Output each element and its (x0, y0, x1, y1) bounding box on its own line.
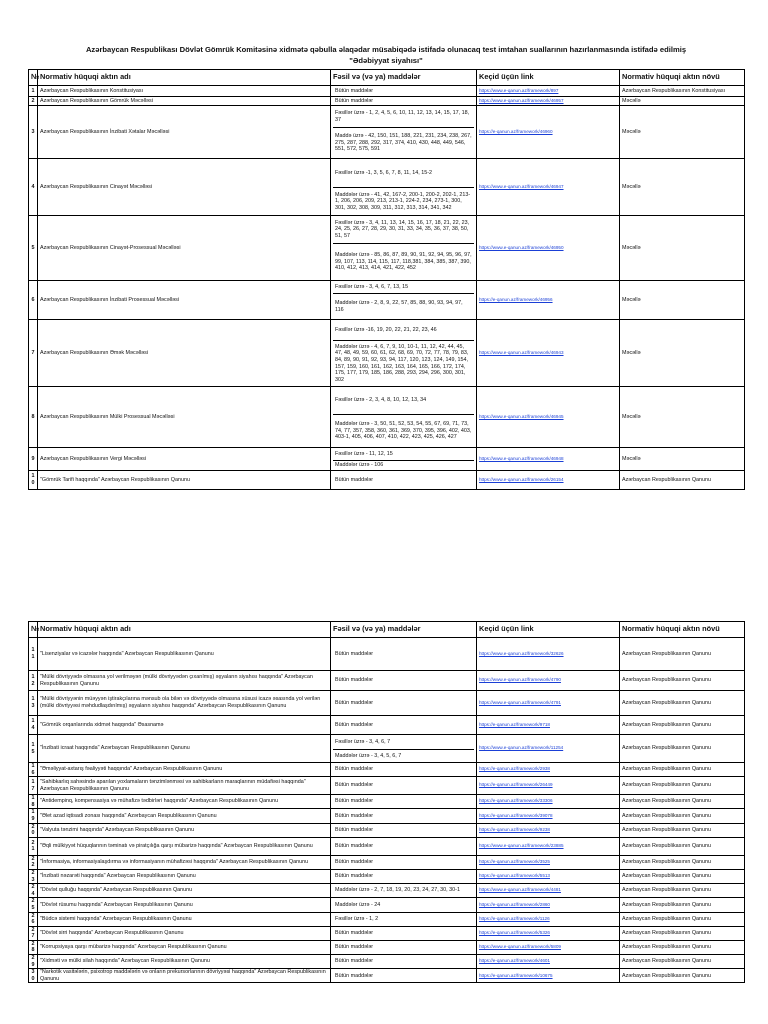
link-cell (477, 691, 620, 716)
act-name: "Əməliyyat-axtarış fəaliyyəti haqqında" Azərbaycan Respublikasının Qanunu (38, 763, 331, 777)
link-cell (477, 823, 620, 837)
link-cell (477, 837, 620, 855)
link-cell (477, 97, 620, 106)
header-name: Normativ hüquqi aktın adı (38, 622, 331, 638)
articles-text: Fəsillər üzrə - 3, 4, 6, 7, 13, 15 (335, 283, 409, 290)
link-cell (477, 777, 620, 795)
act-name: Azərbaycan Respublikasının İnzibati Xətalar Məcəlləsi (38, 106, 331, 159)
articles-cell (331, 691, 477, 716)
table-row (29, 763, 745, 777)
table-row (29, 159, 745, 216)
articles-text: Bütün maddələr (335, 699, 374, 706)
act-name: "Gömrük orqanlarında xidmət haqqında" Əsasnamə (38, 716, 331, 735)
act-link[interactable]: https://e-qanun.az/framework/5513 (479, 873, 550, 879)
articles-text: Bütün maddələr (335, 812, 374, 819)
act-name: "İnformasiya, informasiyalaşdırma və informasiyanın mühafizəsi haqqında" Azərbaycan Respublikasının Qanunu (38, 855, 331, 869)
link-cell (477, 159, 620, 216)
articles-cell (331, 387, 477, 448)
act-type: Azərbaycan Respublikasının Qanunu (620, 837, 745, 855)
link-cell (477, 898, 620, 912)
link-cell (477, 671, 620, 691)
act-link[interactable]: https://e-qanun.az/framework/1126 (479, 915, 550, 921)
act-type: Azərbaycan Respublikasının Qanunu (620, 926, 745, 940)
header-num: № (29, 70, 38, 86)
act-name: Azərbaycan Respublikasının Cinayət Məcəlləsi (38, 159, 331, 216)
act-link[interactable]: https://www.e-qanun.az/framework/4790 (479, 677, 561, 683)
articles-text: Maddələr üzrə - 2, 7, 18, 19, 20, 23, 24, 27, 30, 30-1 (335, 887, 460, 894)
table-row (29, 884, 745, 898)
header-type: Normativ hüquqi aktın növü (620, 622, 745, 638)
act-link[interactable]: https://e-qanun.az/framework/46956 (479, 296, 553, 302)
act-type: Məcəllə (620, 216, 745, 281)
table-row (29, 97, 745, 106)
row-number: 17 (29, 777, 38, 795)
table-row (29, 638, 745, 671)
articles-text: Bütün maddələr (335, 958, 374, 965)
articles-text: Bütün maddələr (335, 842, 374, 849)
act-type: Məcəllə (620, 448, 745, 471)
act-link[interactable]: https://e-qanun.az/framework/2938 (479, 766, 550, 772)
table-row (29, 387, 745, 448)
link-cell (477, 969, 620, 983)
articles-text: Fəsillər üzrə - 3, 4, 6, 7 (335, 738, 391, 745)
row-number: 7 (29, 320, 38, 387)
act-type: Azərbaycan Respublikasının Qanunu (620, 691, 745, 716)
articles-text: Bütün maddələr (335, 766, 374, 773)
articles-cell (331, 106, 477, 159)
row-number: 5 (29, 216, 38, 281)
act-link[interactable]: https://e-qanun.az/framework/3525 (479, 859, 550, 865)
act-link[interactable]: https://www.e-qanun.az/framework/4791 (479, 699, 561, 705)
act-type: Azərbaycan Respublikasının Qanunu (620, 955, 745, 969)
row-number: 14 (29, 716, 38, 735)
articles-cell (331, 638, 477, 671)
articles-cell (331, 86, 477, 97)
act-link[interactable]: https://www.e-qanun.az/framework/11254 (479, 745, 564, 751)
link-cell (477, 912, 620, 926)
act-link[interactable]: https://www.e-qanun.az/framework/46943 (479, 349, 564, 355)
act-type: Azərbaycan Respublikasının Qanunu (620, 855, 745, 869)
act-name: "Dövlət rüsumu haqqında" Azərbaycan Respublikasının Qanunu (38, 898, 331, 912)
table-row (29, 869, 745, 883)
act-link[interactable]: https://www.e-qanun.az/framework/46950 (479, 244, 564, 250)
act-link[interactable]: https://e-qanun.az/framework/39078 (479, 812, 553, 818)
row-number: 26 (29, 912, 38, 926)
articles-cell (331, 735, 477, 763)
header-type: Normativ hüquqi aktın növü (620, 70, 745, 86)
articles-text: Maddə üzrə - 42, 150, 151, 188, 221, 231, 234, 238, 267, 275, 287, 288, 292, 317, 374, 410, 430, 448, 449, 546, 551, 572, 575, 591 (333, 127, 474, 158)
act-name: Azərbaycan Respublikasının Vergi Məcəlləsi (38, 448, 331, 471)
table-row (29, 86, 745, 97)
act-name: "Əqli mülkiyyət hüquqlarının təminatı və piratçılığa qarşı mübarizə haqqında" Azərbaycan Respublikasının Qanunu (38, 837, 331, 855)
act-type: Azərbaycan Respublikasının Qanunu (620, 735, 745, 763)
act-type: Azərbaycan Respublikasının Qanunu (620, 869, 745, 883)
row-number: 11 (29, 638, 38, 671)
literature-table-2 (28, 621, 745, 983)
act-name: Azərbaycan Respublikasının Gömrük Məcəlləsi (38, 97, 331, 106)
link-cell (477, 884, 620, 898)
row-number: 15 (29, 735, 38, 763)
articles-text: Maddələr üzrə - 4, 6, 7, 9, 10, 10-1, 11, 12, 42, 44, 45, 47, 48, 49, 59, 60, 61, 62, 68, 69, 70, 72, 77, 78, 79, 83, 84, 89, 90, 91, 92, 93, 94, 117, 120, 123, 124, 149, 154, 157, 159, 160, 161, 162, 163, 164, 165, 166, 172, 174, 175, 177, 179, 185, 186, 288, 293, 294, 296, 300, 301, 302 (333, 340, 474, 386)
act-name: "Büdcə sistemi haqqında" Azərbaycan Respublikasının Qanunu (38, 912, 331, 926)
table-row (29, 795, 745, 809)
row-number: 20 (29, 823, 38, 837)
articles-cell (331, 320, 477, 387)
table-row (29, 691, 745, 716)
link-cell (477, 795, 620, 809)
articles-cell (331, 216, 477, 281)
articles-cell (331, 716, 477, 735)
act-link[interactable]: https://www.e-qanun.az/framework/46957 (479, 97, 564, 103)
act-link[interactable]: https://e-qanun.az/framework/10675 (479, 972, 553, 978)
articles-cell (331, 823, 477, 837)
link-cell (477, 638, 620, 671)
articles-cell (331, 955, 477, 969)
act-type: Azərbaycan Respublikasının Qanunu (620, 884, 745, 898)
articles-cell (331, 837, 477, 855)
row-number: 18 (29, 795, 38, 809)
articles-text: Maddələr üzrə - 3, 50, 51, 52, 53, 54, 55, 67, 69, 71, 73, 74, 77, 357, 358, 360, 361, 369, 370, 395, 396, 402, 403, 403-1, 405, 406, 407, 410, 422, 423, 425, 426, 427 (333, 414, 474, 447)
act-type: Azərbaycan Respublikasının Qanunu (620, 940, 745, 954)
row-number: 24 (29, 884, 38, 898)
articles-cell (331, 777, 477, 795)
header-link: Keçid üçün link (477, 622, 620, 638)
header-name: Normativ hüquqi aktın adı (38, 70, 331, 86)
link-cell (477, 216, 620, 281)
act-link[interactable]: https://e-qanun.az/framework/46960 (479, 128, 553, 134)
table-row (29, 281, 745, 320)
link-cell (477, 926, 620, 940)
table-header-row (29, 70, 745, 86)
table-row (29, 898, 745, 912)
articles-cell (331, 671, 477, 691)
articles-cell (331, 912, 477, 926)
articles-cell (331, 940, 477, 954)
table-row (29, 777, 745, 795)
act-type: Məcəllə (620, 387, 745, 448)
row-number: 30 (29, 969, 38, 983)
articles-cell (331, 884, 477, 898)
act-name: "Gömrük Tarifi haqqında" Azərbaycan Respublikasının Qanunu (38, 471, 331, 490)
act-type: Məcəllə (620, 97, 745, 106)
row-number: 22 (29, 855, 38, 869)
articles-text: Fəsillər üzrə - 1, 2 (335, 915, 379, 922)
act-type: Məcəllə (620, 106, 745, 159)
act-type: Azərbaycan Respublikasının Qanunu (620, 898, 745, 912)
articles-cell (331, 448, 477, 471)
title-line-1: Azərbaycan Respublikası Dövlət Gömrük Komitəsinə xidmətə qəbulla əlaqədar müsabiqədə istifadə olunacaq test imtahan suallarının hazırlanmasında istifadə edilmiş (85, 45, 687, 54)
act-type: Azərbaycan Respublikasının Qanunu (620, 471, 745, 490)
articles-text: Bütün maddələr (335, 972, 374, 979)
table-row (29, 809, 745, 823)
act-name: "Korrupsiyaya qarşı mübarizə haqqında" Azərbaycan Respublikasının Qanunu (38, 940, 331, 954)
act-name: "Valyuta tənzimi haqqında" Azərbaycan Respublikasının Qanunu (38, 823, 331, 837)
act-link[interactable]: https://e-qanun.az/framework/4601 (479, 958, 550, 964)
articles-text: Bütün maddələr (335, 873, 374, 880)
row-number: 23 (29, 869, 38, 883)
act-type: Azərbaycan Respublikasının Qanunu (620, 795, 745, 809)
link-cell (477, 86, 620, 97)
act-link[interactable]: https://e-qanun.az/framework/9718 (479, 721, 550, 727)
act-link[interactable]: https://e-qanun.az/framework/33306 (479, 798, 553, 804)
link-cell (477, 448, 620, 471)
table-row (29, 716, 745, 735)
act-type: Azərbaycan Respublikasının Konstitusiyası (620, 86, 745, 97)
row-number: 9 (29, 448, 38, 471)
act-link[interactable]: https://www.e-qanun.az/framework/46948 (479, 455, 564, 461)
act-type: Azərbaycan Respublikasının Qanunu (620, 912, 745, 926)
act-name: "Mülki dövriyyənin müəyyən iştirakçılarına mənsub ola bilən və dövriyyədə olmasına xüsusi icazə əsasında yol verilən (mülki dövriyyəsi məhdudlaşdırılmış) əşyaların siyahısı haqqında" Azərbaycan Respublikasının Qanunu (38, 691, 331, 716)
row-number: 10 (29, 471, 38, 490)
link-cell (477, 763, 620, 777)
act-link[interactable]: https://e-qanun.az/framework/5326 (479, 929, 550, 935)
act-name: "Antidempinq, kompensasiya və mühafizə tədbirləri haqqında" Azərbaycan Respublikasının Qanunu (38, 795, 331, 809)
document-title (28, 44, 744, 66)
act-name: Azərbaycan Respublikasının Əmək Məcəlləsi (38, 320, 331, 387)
table-row (29, 471, 745, 490)
header-articles: Fəsil və (və ya) maddələr (331, 70, 477, 86)
articles-text: Bütün maddələr (335, 677, 374, 684)
header-link: Keçid üçün link (477, 70, 620, 86)
row-number: 6 (29, 281, 38, 320)
link-cell (477, 320, 620, 387)
row-number: 19 (29, 809, 38, 823)
articles-text: Bütün maddələr (335, 929, 374, 936)
articles-cell (331, 809, 477, 823)
link-cell (477, 809, 620, 823)
act-link[interactable]: https://www.e-qanun.az/framework/26154 (479, 476, 564, 482)
articles-text: Bütün maddələr (335, 826, 374, 833)
act-link[interactable]: https://e-qanun.az/framework/2860 (479, 901, 550, 907)
table-row (29, 216, 745, 281)
title-line-2: "Ədəbiyyat siyahısı" (349, 56, 423, 65)
articles-text: Bütün maddələr (335, 97, 374, 104)
link-cell (477, 955, 620, 969)
act-name: Azərbaycan Respublikasının Konstitusiyası (38, 86, 331, 97)
articles-text: Fəsillər üzrə - 11, 12, 15 (335, 450, 393, 457)
articles-cell (331, 969, 477, 983)
act-link[interactable]: https://e-qanun.az/framework/9238 (479, 826, 550, 832)
act-type: Azərbaycan Respublikasının Qanunu (620, 716, 745, 735)
act-name: "Xidməti və mülki silah haqqında" Azərbaycan Respublikasının Qanunu (38, 955, 331, 969)
act-type: Məcəllə (620, 320, 745, 387)
articles-text: Fəsillər üzrə -1, 3, 5, 6, 7, 8, 11, 14, 15-2 (335, 169, 432, 176)
articles-cell (331, 97, 477, 106)
articles-cell (331, 763, 477, 777)
articles-text: Bütün maddələr (335, 87, 374, 94)
articles-text: Fəsillər üzrə -16, 19, 20, 22, 21, 22, 23, 46 (335, 326, 437, 333)
row-number: 21 (29, 837, 38, 855)
act-link[interactable]: https://e-qanun.az/framework/26449 (479, 782, 553, 788)
articles-text: Fəsillər üzrə - 1, 2, 4, 5, 6, 10, 11, 12, 13, 14, 15, 17, 18, 37 (335, 109, 470, 123)
act-name: "Lisenziyalar və icazələr haqqında" Azərbaycan Respublikasının Qanunu (38, 638, 331, 671)
row-number: 16 (29, 763, 38, 777)
link-cell (477, 471, 620, 490)
link-cell (477, 106, 620, 159)
table-row (29, 106, 745, 159)
act-link[interactable]: https://www.e-qanun.az/framework/46947 (479, 183, 564, 189)
header-articles: Fəsil və (və ya) maddələr (331, 622, 477, 638)
articles-text: Bütün maddələr (335, 859, 374, 866)
table-row (29, 735, 745, 763)
act-name: Azərbaycan Respublikasının Cinayət-Prosessual Məcəlləsi (38, 216, 331, 281)
articles-cell (331, 898, 477, 912)
articles-cell (331, 795, 477, 809)
table-row (29, 837, 745, 855)
act-name: "Sahibkarlıq sahəsində aparılan yoxlamaların tənzimlənməsi və sahibkarların maraqlarının müdafiəsi haqqında" Azərbaycan Respublikasının Qanunu (38, 777, 331, 795)
articles-cell (331, 159, 477, 216)
articles-text: Fəsillər üzrə - 3, 4, 11, 13, 14, 15, 16, 17, 18, 21, 22, 23, 24, 25, 26, 27, 28, 29, 30, 31, 33, 34, 35, 36, 37, 38, 50, 51, 57 (335, 219, 470, 239)
articles-text: Maddələr üzrə - 85, 86, 87, 89, 90, 91, 92, 94, 95, 96, 97, 99, 107, 113, 114, 115, 117, 118,381, 384, 385, 387, 390, 410, 412, 413, 414, 421, 422, 452 (333, 243, 474, 280)
act-link[interactable]: https://www.e-qanun.az/framework/32626 (479, 650, 564, 656)
link-cell (477, 855, 620, 869)
articles-cell (331, 869, 477, 883)
row-number: 1 (29, 86, 38, 97)
act-link[interactable]: https://www.e-qanun.az/framework/5809 (479, 944, 561, 950)
act-link[interactable]: https://www.e-qanun.az/framework/897 (479, 87, 559, 93)
table-row (29, 320, 745, 387)
act-name: "Dövlət sirri haqqında" Azərbaycan Respublikasının Qanunu (38, 926, 331, 940)
act-name: "İnzibati icraat haqqında" Azərbaycan Respublikasının Qanunu (38, 735, 331, 763)
link-cell (477, 387, 620, 448)
link-cell (477, 281, 620, 320)
articles-text: Maddələr üzrə - 106 (333, 460, 474, 470)
articles-text: Maddələr üzrə - 2, 8, 9, 22, 57, 85, 88, 90, 93, 94, 97, 116 (333, 293, 474, 319)
link-cell (477, 716, 620, 735)
act-type: Məcəllə (620, 281, 745, 320)
link-cell (477, 735, 620, 763)
row-number: 27 (29, 926, 38, 940)
articles-cell (331, 471, 477, 490)
table-row (29, 955, 745, 969)
literature-table-1 (28, 69, 745, 490)
row-number: 2 (29, 97, 38, 106)
table-row (29, 940, 745, 954)
articles-text: Bütün maddələr (335, 721, 374, 728)
row-number: 12 (29, 671, 38, 691)
act-type: Azərbaycan Respublikasının Qanunu (620, 763, 745, 777)
act-type: Azərbaycan Respublikasının Qanunu (620, 969, 745, 983)
table-row (29, 969, 745, 983)
articles-text: Maddələr üzrə - 41, 42, 167-2, 200-1, 200-2, 202-1, 213-1, 206, 206, 209, 213, 213-1, 224-2, 234, 273-1, 300, 301, 302, 308, 309, 311, 312, 313, 314, 341, 342 (333, 187, 474, 215)
table-header-row (29, 622, 745, 638)
act-type: Azərbaycan Respublikasının Qanunu (620, 671, 745, 691)
articles-text: Bütün maddələr (335, 944, 374, 951)
act-name: Azərbaycan Respublikasının Mülki Prosessual Məcəlləsi (38, 387, 331, 448)
act-link[interactable]: https://www.e-qanun.az/framework/46945 (479, 413, 564, 419)
articles-text: Fəsillər üzrə - 2, 3, 4, 8, 10, 12, 13, 34 (335, 397, 427, 404)
act-name: "Dövlət qulluğu haqqında" Azərbaycan Respublikasının Qanunu (38, 884, 331, 898)
table-row (29, 671, 745, 691)
articles-cell (331, 926, 477, 940)
articles-cell (331, 281, 477, 320)
articles-text: Bütün maddələr (335, 650, 374, 657)
articles-cell (331, 855, 477, 869)
link-cell (477, 940, 620, 954)
row-number: 29 (29, 955, 38, 969)
table-row (29, 912, 745, 926)
act-name: "Mülki dövriyyədə olmasına yol verilməyən (mülki dövriyyədən çıxarılmış) əşyaların siyahısı haqqında" Azərbaycan Respublikasının Qanunu (38, 671, 331, 691)
act-name: "Əlet azad iqtisadi zonası haqqında" Azərbaycan Respublikasının Qanunu (38, 809, 331, 823)
act-name: "İnzibati nəzarəti haqqında" Azərbaycan Respublikasının Qanunu (38, 869, 331, 883)
row-number: 8 (29, 387, 38, 448)
articles-text: Bütün maddələr (335, 798, 374, 805)
act-link[interactable]: https://www.e-qanun.az/framework/23885 (479, 842, 564, 848)
articles-text: Bütün maddələr (335, 782, 374, 789)
table-row (29, 823, 745, 837)
row-number: 3 (29, 106, 38, 159)
row-number: 25 (29, 898, 38, 912)
row-number: 4 (29, 159, 38, 216)
row-number: 13 (29, 691, 38, 716)
act-name: Azərbaycan Respublikasının İnzibati Prosessual Məcəlləsi (38, 281, 331, 320)
articles-text: Maddələr üzrə - 3, 4, 5, 6, 7 (333, 749, 474, 762)
act-type: Azərbaycan Respublikasının Qanunu (620, 638, 745, 671)
row-number: 28 (29, 940, 38, 954)
act-type: Azərbaycan Respublikasının Qanunu (620, 777, 745, 795)
act-type: Məcəllə (620, 159, 745, 216)
table-row (29, 926, 745, 940)
act-name: "Narkotik vasitələrin, psixotrop maddələrin və onların prekursorlarının dövriyyəsi haqqında" Azərbaycan Respublikasının Qanunu (38, 969, 331, 983)
table-row (29, 448, 745, 471)
act-type: Azərbaycan Respublikasının Qanunu (620, 809, 745, 823)
articles-text: Maddələr üzrə - 24 (335, 901, 381, 908)
act-type: Azərbaycan Respublikasının Qanunu (620, 823, 745, 837)
table-row (29, 855, 745, 869)
articles-text: Bütün maddələr (335, 476, 374, 483)
link-cell (477, 869, 620, 883)
act-link[interactable]: https://www.e-qanun.az/framework/4481 (479, 887, 561, 893)
header-num: № (29, 622, 38, 638)
